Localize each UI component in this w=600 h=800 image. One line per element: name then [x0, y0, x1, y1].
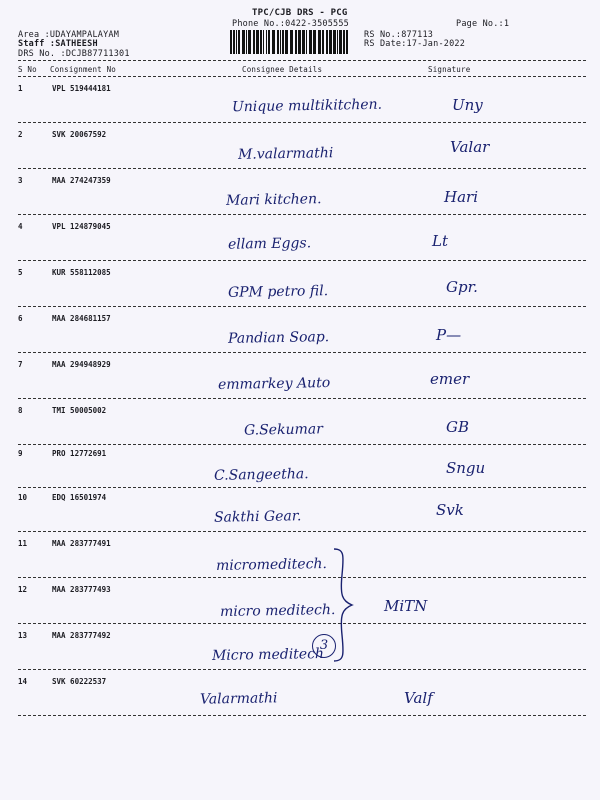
row-signature: Valf: [404, 689, 433, 707]
barcode-bar: [282, 30, 284, 54]
row-divider: [18, 122, 586, 123]
row-consignee: Valarmathi: [199, 690, 278, 708]
barcode-bar: [318, 30, 321, 54]
col-signature-header: Signature: [428, 65, 471, 74]
row-sno: 11: [18, 539, 28, 548]
row-consignee: M.valarmathi: [237, 145, 334, 163]
row-signature: Valar: [450, 138, 490, 156]
barcode-bar: [295, 30, 297, 54]
barcode-bar: [256, 30, 259, 54]
row-signature: Hari: [444, 188, 478, 206]
row-consignment-no: MAA 274247359: [52, 176, 111, 185]
barcode-bar: [246, 30, 247, 54]
row-consignment-no: MAA 283777491: [52, 539, 111, 548]
barcode-bar: [277, 30, 279, 54]
row-divider: [18, 444, 586, 445]
drs-number: DRS No. :DCJB87711301: [18, 49, 130, 59]
barcode-bar: [248, 30, 251, 54]
barcode-bar: [290, 30, 293, 54]
row-consignee: G.Sekumar: [243, 421, 323, 439]
row-divider: [18, 715, 586, 716]
barcode-bar: [285, 30, 288, 54]
row-sno: 13: [18, 631, 28, 640]
row-divider: [18, 669, 586, 670]
barcode-bar: [343, 30, 345, 54]
row-consignment-no: SVK 60222537: [52, 677, 107, 686]
header-divider-bottom: [18, 76, 586, 77]
barcode-bar: [272, 30, 275, 54]
row-sno: 1: [18, 84, 23, 93]
row-signature: GB: [446, 418, 470, 436]
row-sno: 14: [18, 677, 28, 686]
barcode-bar: [236, 30, 237, 54]
row-signature: Sngu: [446, 459, 486, 477]
barcode-bar: [329, 30, 332, 54]
barcode-bar: [346, 30, 348, 54]
row-sno: 12: [18, 585, 28, 594]
row-consignment-no: KUR 558112085: [52, 268, 111, 277]
row-divider: [18, 577, 586, 578]
barcode-bar: [238, 30, 240, 54]
row-consignee: micromeditech.: [215, 556, 328, 574]
barcode-bar: [298, 30, 301, 54]
row-sno: 5: [18, 268, 23, 277]
barcode-bar: [313, 30, 316, 54]
row-consignee: C.Sangeetha.: [213, 466, 309, 484]
row-consignment-no: VPL 124879045: [52, 222, 111, 231]
barcode-bar: [309, 30, 312, 54]
barcode: [230, 30, 350, 54]
row-signature: Svk: [436, 501, 464, 519]
row-divider: [18, 214, 586, 215]
row-consignment-no: MAA 294948929: [52, 360, 111, 369]
row-consignment-no: TMI 50005002: [52, 406, 107, 415]
barcode-bar: [326, 30, 328, 54]
rs-date: RS Date:17-Jan-2022: [364, 39, 466, 49]
col-consignment-header: Consignment No: [50, 65, 117, 74]
barcode-bar: [322, 30, 324, 54]
barcode-bar: [230, 30, 232, 54]
barcode-bar: [266, 30, 267, 54]
page-number: Page No.:1: [456, 19, 510, 29]
barcode-bar: [233, 30, 235, 54]
row-consignee: Micro meditech: [211, 646, 325, 664]
row-sno: 6: [18, 314, 23, 323]
row-sno: 7: [18, 360, 23, 369]
row-divider: [18, 260, 586, 261]
row-sno: 8: [18, 406, 23, 415]
row-consignee: ellam Eggs.: [227, 235, 312, 253]
row-divider: [18, 398, 586, 399]
row-divider: [18, 352, 586, 353]
row-consignee: Sakthi Gear.: [213, 508, 302, 526]
row-sno: 9: [18, 449, 23, 458]
row-consignment-no: SVK 20067592: [52, 130, 107, 139]
area-label: Area :UDAYAMPALAYAM: [18, 30, 120, 40]
row-consignment-no: MAA 284681157: [52, 314, 111, 323]
row-consignment-no: VPL 519444181: [52, 84, 111, 93]
row-signature: emer: [430, 370, 470, 388]
row-consignee: emmarkey Auto: [217, 375, 331, 393]
row-divider: [18, 306, 586, 307]
barcode-bar: [302, 30, 305, 54]
barcode-bar: [263, 30, 264, 54]
row-consignment-no: PRO 12772691: [52, 449, 107, 458]
col-sno-header: S No: [18, 65, 37, 74]
barcode-bar: [339, 30, 342, 54]
staff-label: Staff :SATHEESH: [18, 39, 98, 49]
barcode-bar: [280, 30, 281, 54]
barcode-bar: [260, 30, 262, 54]
row-signature: Uny: [452, 96, 483, 114]
row-consignee: Unique multikitchen.: [231, 96, 383, 116]
circled-count: 3: [312, 634, 336, 658]
barcode-bar: [306, 30, 307, 54]
row-sno: 3: [18, 176, 23, 185]
row-consignment-no: EDQ 16501974: [52, 493, 107, 502]
row-divider: [18, 168, 586, 169]
row-sno: 2: [18, 130, 23, 139]
row-signature: P—: [436, 326, 462, 344]
document-title: TPC/CJB DRS - PCG: [252, 8, 348, 18]
row-signature: Lt: [432, 232, 448, 250]
row-consignee: Pandian Soap.: [227, 329, 330, 347]
barcode-bar: [242, 30, 245, 54]
row-divider: [18, 487, 586, 488]
row-consignment-no: MAA 283777492: [52, 631, 111, 640]
row-consignee: micro meditech.: [219, 601, 336, 621]
rs-number: RS No.:877113: [364, 30, 434, 40]
header-divider-top: [18, 60, 586, 61]
row-divider: [18, 531, 586, 532]
row-consignment-no: MAA 283777493: [52, 585, 111, 594]
barcode-bar: [337, 30, 338, 54]
phone-number: Phone No.:0422-3505555: [232, 19, 349, 29]
row-signature: MiTN: [384, 597, 428, 615]
row-consignee: Mari kitchen.: [225, 191, 322, 209]
row-divider: [18, 623, 586, 624]
row-sno: 10: [18, 493, 28, 502]
row-sno: 4: [18, 222, 23, 231]
row-signature: Gpr.: [446, 278, 478, 296]
barcode-bar: [333, 30, 336, 54]
barcode-bar: [253, 30, 255, 54]
row-consignee: GPM petro fil.: [227, 283, 329, 301]
barcode-bar: [268, 30, 270, 54]
col-consignee-header: Consignee Details: [242, 65, 323, 74]
